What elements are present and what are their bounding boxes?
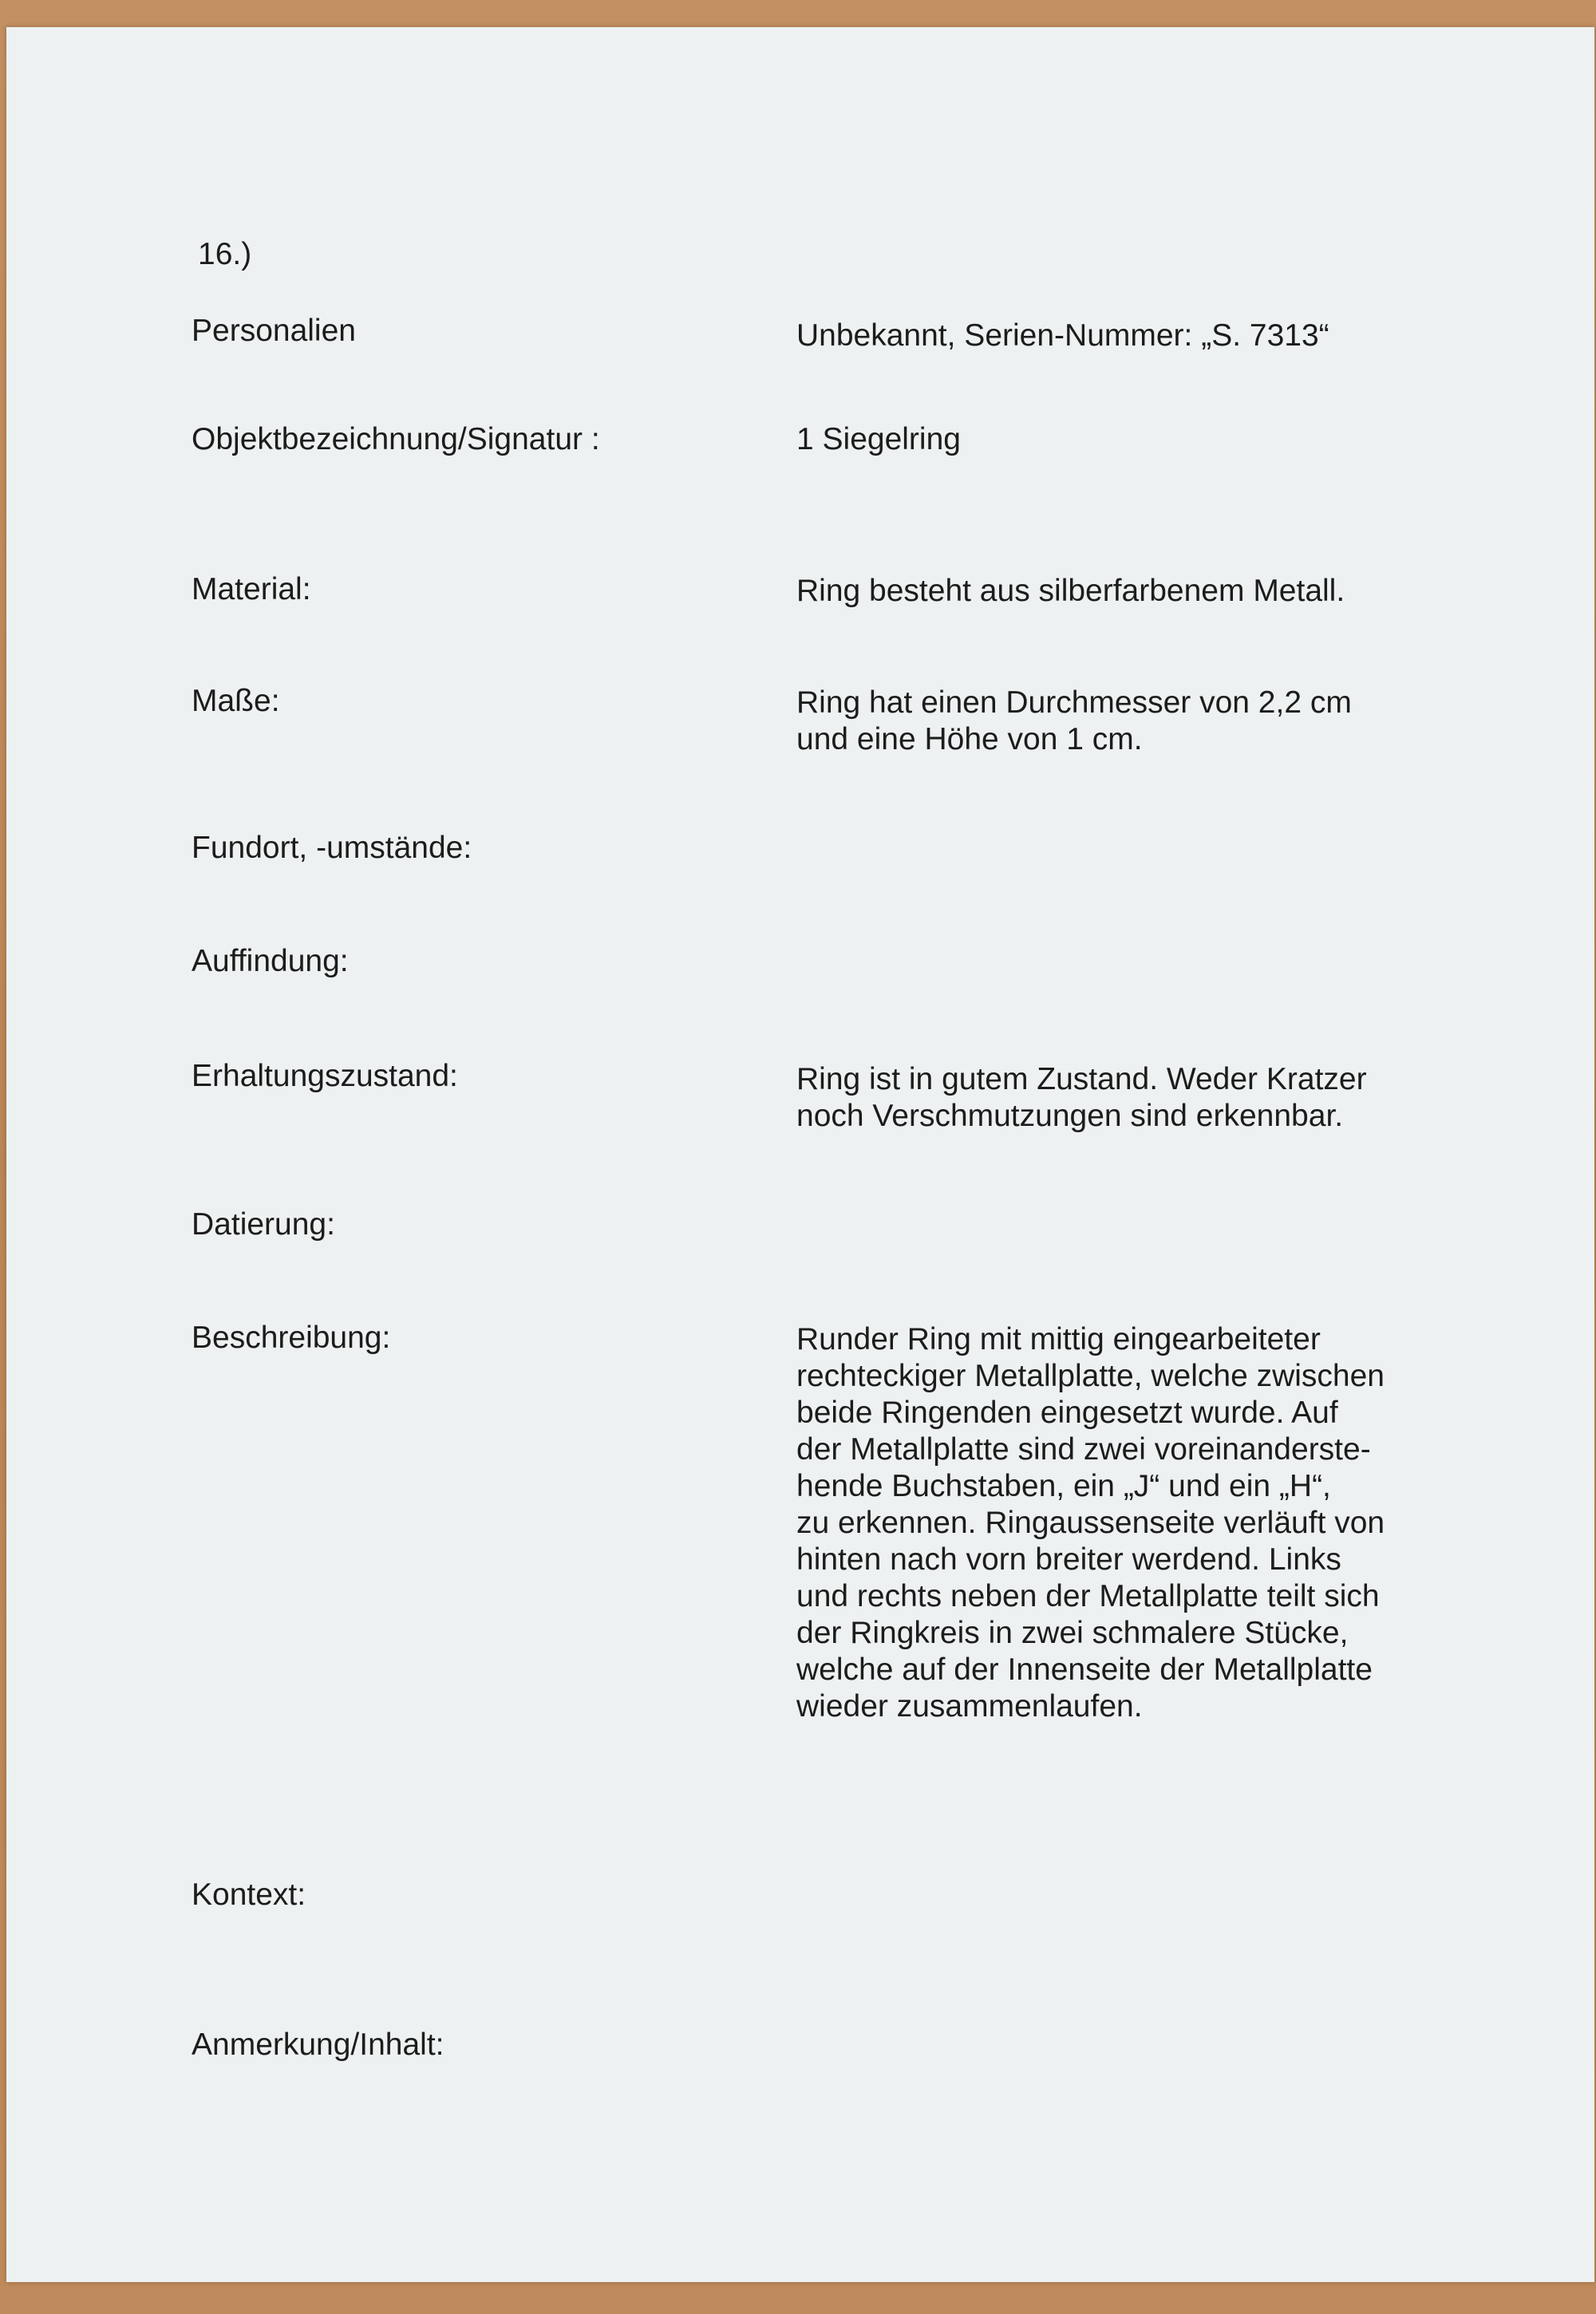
record-sheet	[6, 27, 1594, 2282]
label-material: Material:	[192, 572, 311, 606]
value-objektbezeichnung: 1 Siegelring	[796, 422, 961, 456]
label-kontext: Kontext:	[192, 1878, 306, 1912]
label-erhaltungszustand: Erhaltungszustand:	[192, 1059, 458, 1093]
label-anmerkung: Anmerkung/Inhalt:	[192, 2028, 444, 2062]
label-auffindung: Auffindung:	[192, 944, 349, 978]
label-masse: Maße:	[192, 684, 280, 718]
value-masse: Ring hat einen Durchmesser von 2,2 cm und eine Höhe von 1 cm.	[796, 685, 1352, 756]
label-personalien: Personalien	[192, 314, 356, 348]
value-erhaltungszustand: Ring ist in gutem Zustand. Weder Kratzer noch Verschmutzungen sind erkennbar.	[796, 1062, 1367, 1133]
label-beschreibung: Beschreibung:	[192, 1321, 391, 1355]
record-number: 16.)	[198, 237, 252, 271]
label-datierung: Datierung:	[192, 1207, 335, 1242]
value-personalien: Unbekannt, Serien-Nummer: „S. 7313“	[796, 318, 1329, 353]
label-fundort: Fundort, -umstände:	[192, 831, 472, 865]
value-beschreibung: Runder Ring mit mittig eingearbeiteter rechteckiger Metallplatte, welche zwischen beide Ringenden eingesetzt wurde. Auf der Metallplatte sind zwei voreinanderste- hende Buchstaben, ein „J“ und ein „H“, zu erkennen. Ringaussenseite verläuft von hinten nach vorn breiter werdend. Links und rechts neben der Metallplatte teilt sich der Ringkreis in zwei schmalere Stücke, welche auf der Innenseite der Metallplatte wieder zusammenlaufen.	[796, 1322, 1385, 1724]
label-objektbezeichnung: Objektbezeichnung/Signatur :	[192, 422, 600, 456]
value-material: Ring besteht aus silberfarbenem Metall.	[796, 574, 1345, 608]
